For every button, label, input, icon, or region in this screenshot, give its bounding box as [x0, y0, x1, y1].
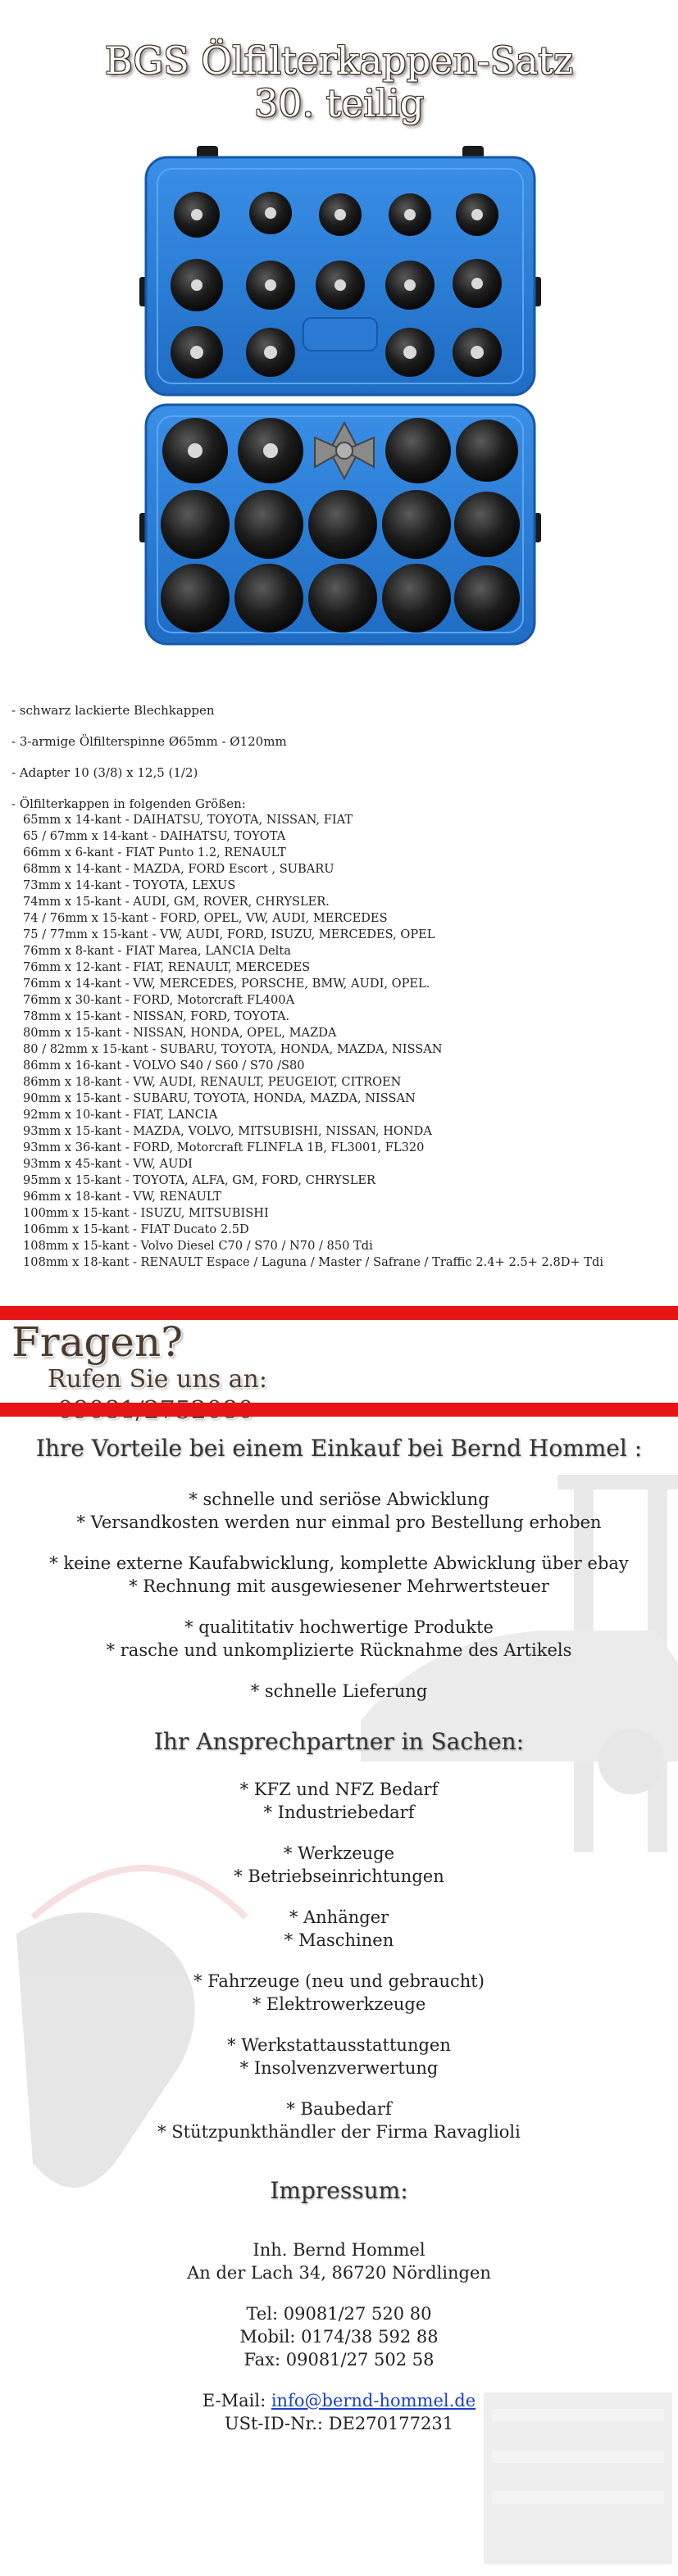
- contact-item: * Elektrowerkzeuge: [252, 1994, 426, 2014]
- size-item: 95mm x 15-kant - TOYOTA, ALFA, GM, FORD, CHRYSLER: [23, 1173, 376, 1187]
- size-item: 93mm x 36-kant - FORD, Motorcraft FLINFLA 1B, FL3001, FL320: [23, 1141, 425, 1154]
- contact-item: * Baubedarf: [286, 2099, 392, 2119]
- impressum-mobil: Mobil: 0174/38 592 88: [239, 2327, 439, 2347]
- description-item: - Ölfilterkappen in folgenden Größen:: [11, 796, 246, 811]
- size-item: 86mm x 16-kant - VOLVO S40 / S60 / S70 /S80: [23, 1059, 305, 1073]
- description-item: - 3-armige Ölfilterspinne Ø65mm - Ø120mm: [11, 734, 287, 749]
- size-item: 73mm x 14-kant - TOYOTA, LEXUS: [23, 878, 236, 892]
- description-item: - Adapter 10 (3/8) x 12,5 (1/2): [11, 765, 198, 780]
- contact-item: * Industriebedarf: [263, 1803, 415, 1822]
- contacts-heading: Ihr Ansprechpartner in Sachen:: [153, 1728, 525, 1755]
- description-item: - schwarz lackierte Blechkappen: [11, 703, 215, 718]
- impressum-email-line: [0, 2389, 678, 2412]
- email-link[interactable]: info@bernd-hommel.de: [271, 2391, 476, 2410]
- advantage-item: * keine externe Kaufabwicklung, komplette Abwicklung über ebay: [49, 1553, 629, 1573]
- size-item: 108mm x 15-kant - Volvo Diesel C70 / S70 / N70 / 850 Tdi: [23, 1239, 373, 1253]
- size-item: 66mm x 6-kant - FIAT Punto 1.2, RENAULT: [23, 846, 286, 859]
- red-divider-bottom: [0, 1403, 678, 1417]
- size-item: 76mm x 14-kant - VW, MERCEDES, PORSCHE, BMW, AUDI, OPEL.: [23, 977, 430, 991]
- contact-item: * KFZ und NFZ Bedarf: [239, 1780, 439, 1799]
- size-item: 78mm x 15-kant - NISSAN, FORD, TOYOTA.: [23, 1009, 290, 1023]
- advantages-heading: Ihre Vorteile bei einem Einkauf bei Bernd Hommel :: [35, 1435, 643, 1462]
- contact-item: * Betriebseinrichtungen: [234, 1866, 444, 1886]
- product-description: [11, 703, 667, 1271]
- impressum-ustid: USt-ID-Nr.: DE270177231: [224, 2414, 454, 2433]
- size-item: 90mm x 15-kant - SUBARU, TOYOTA, HONDA, MAZDA, NISSAN: [23, 1091, 416, 1105]
- contact-item: * Fahrzeuge (neu und gebraucht): [193, 1971, 485, 1991]
- advantage-item: * schnelle Lieferung: [250, 1681, 428, 1701]
- contact-item: * Maschinen: [284, 1930, 394, 1950]
- size-item: 80mm x 15-kant - NISSAN, HONDA, OPEL, MAZDA: [23, 1026, 337, 1040]
- size-item: 76mm x 8-kant - FIAT Marea, LANCIA Delta: [23, 944, 291, 958]
- title-line-2: 30. teilig: [253, 81, 425, 125]
- contact-item: * Werkzeuge: [283, 1844, 395, 1863]
- impressum-fax: Fax: 09081/27 502 58: [243, 2350, 435, 2370]
- size-item: 68mm x 14-kant - MAZDA, FORD Escort , SUBARU: [23, 862, 334, 876]
- title-line-1: BGS Ölfilterkappen-Satz: [104, 39, 574, 83]
- size-item: 100mm x 15-kant - ISUZU, MITSUBISHI: [23, 1206, 269, 1220]
- contact-item: * Stützpunkthändler der Firma Ravaglioli: [157, 2122, 521, 2142]
- advantage-item: * rasche und unkomplizierte Rücknahme des Artikels: [106, 1640, 572, 1660]
- email-label: E-Mail:: [202, 2391, 271, 2410]
- impressum-tel: Tel: 09081/27 520 80: [246, 2304, 432, 2324]
- impressum-address: An der Lach 34, 86720 Nördlingen: [187, 2263, 491, 2283]
- contact-item: * Werkstattausstattungen: [227, 2035, 451, 2055]
- advantage-item: * Rechnung mit ausgewiesener Mehrwertsteuer: [129, 1576, 549, 1596]
- contact-item: * Anhänger: [289, 1907, 389, 1927]
- size-item: 65mm x 14-kant - DAIHATSU, TOYOTA, NISSAN, FIAT: [23, 813, 353, 827]
- size-item: 74mm x 15-kant - AUDI, GM, ROVER, CHRYSLER.: [23, 895, 330, 909]
- page-title: [0, 0, 678, 125]
- size-item: 92mm x 10-kant - FIAT, LANCIA: [23, 1108, 218, 1122]
- impressum-owner: Inh. Bernd Hommel: [253, 2240, 425, 2260]
- contact-item: * Insolvenzverwertung: [239, 2058, 439, 2078]
- oil-filter-cap-set-case-image: [139, 146, 541, 655]
- size-list: [11, 812, 667, 1271]
- contact-subline: Rufen Sie uns an:: [48, 1365, 267, 1394]
- size-item: 76mm x 30-kant - FORD, Motorcraft FL400A: [23, 993, 295, 1007]
- size-item: 93mm x 15-kant - MAZDA, VOLVO, MITSUBISHI, NISSAN, HONDA: [23, 1124, 432, 1138]
- size-item: 80 / 82mm x 15-kant - SUBARU, TOYOTA, HONDA, MAZDA, NISSAN: [23, 1042, 443, 1056]
- advantage-item: * qualititativ hochwertige Produkte: [184, 1617, 494, 1637]
- size-item: 86mm x 18-kant - VW, AUDI, RENAULT, PEUGEIOT, CITROEN: [23, 1075, 402, 1089]
- size-item: 96mm x 18-kant - VW, RENAULT: [23, 1190, 222, 1204]
- size-item: 93mm x 45-kant - VW, AUDI: [23, 1157, 193, 1171]
- advantage-item: * schnelle und seriöse Abwicklung: [189, 1490, 489, 1509]
- advantage-item: * Versandkosten werden nur einmal pro Bestellung erhoben: [76, 1512, 602, 1532]
- info-section: [0, 1434, 678, 2435]
- size-item: 106mm x 15-kant - FIAT Ducato 2.5D: [23, 1222, 249, 1236]
- impressum-heading: Impressum:: [270, 2177, 408, 2204]
- size-item: 65 / 67mm x 14-kant - DAIHATSU, TOYOTA: [23, 829, 286, 843]
- size-item: 75 / 77mm x 15-kant - VW, AUDI, FORD, ISUZU, MERCEDES, OPEL: [23, 927, 435, 941]
- size-item: 108mm x 18-kant - RENAULT Espace / Laguna / Master / Safrane / Traffic 2.4+ 2.5+ 2.8D+ Tdi: [23, 1255, 604, 1269]
- size-item: 74 / 76mm x 15-kant - FORD, OPEL, VW, AUDI, MERCEDES: [23, 911, 388, 925]
- size-item: 76mm x 12-kant - FIAT, RENAULT, MERCEDES: [23, 960, 311, 974]
- contact-heading: Fragen?: [11, 1318, 184, 1366]
